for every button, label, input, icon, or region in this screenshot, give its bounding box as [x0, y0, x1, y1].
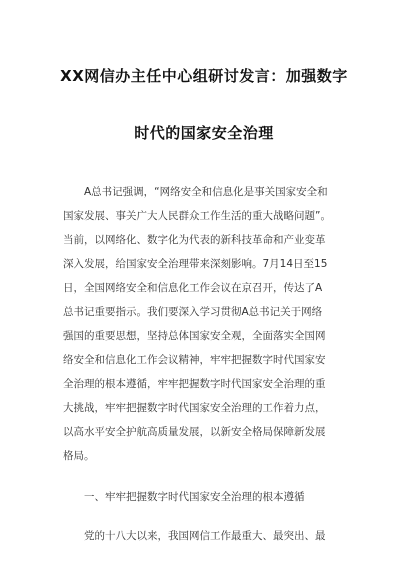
- document-title-line-1: XX网信办主任中心组研讨发言：加强数字: [60, 67, 348, 85]
- paragraph-1-line: 深入发展，给国家安全治理带来深刻影响。7月14日至15: [63, 258, 328, 270]
- paragraph-1-line: A总书记强调，“网络安全和信息化是事关国家安全和: [84, 186, 328, 198]
- paragraph-1-line: 当前，以网络化、数字化为代表的新科技革命和产业变革: [63, 234, 326, 246]
- document-title-line-2: 时代的国家安全治理: [134, 124, 274, 142]
- paragraph-1-line: 以高水平安全护航高质量发展，以新安全格局保障新发展: [63, 426, 326, 438]
- paragraph-2-line: 党的十八大以来，我国网信工作最重大、最突出、最: [84, 530, 326, 542]
- paragraph-1-line: 大挑战，牢牢把握数字时代国家安全治理的工作着力点，: [63, 402, 326, 414]
- paragraph-1-line: 国家发展、事关广大人民群众工作生活的重大战略问题”。: [63, 210, 331, 222]
- section-heading: 一、牢牢把握数字时代国家安全治理的根本遵循: [84, 491, 305, 503]
- paragraph-1-line: 格局。: [63, 450, 95, 462]
- paragraph-1-line: 络安全和信息化工作会议精神，牢牢把握数字时代国家安: [63, 354, 326, 366]
- paragraph-1-line: 日，全国网络安全和信息化工作会议在京召开，传达了A: [63, 282, 323, 294]
- paragraph-1-line: 全治理的根本遵循，牢牢把握数字时代国家安全治理的重: [63, 378, 326, 390]
- paragraph-1-line: 强国的重要思想，坚持总体国家安全观，全面落实全国网: [63, 330, 326, 342]
- paragraph-1-line: 总书记重要指示。我们要深入学习贯彻A总书记关于网络: [63, 306, 323, 318]
